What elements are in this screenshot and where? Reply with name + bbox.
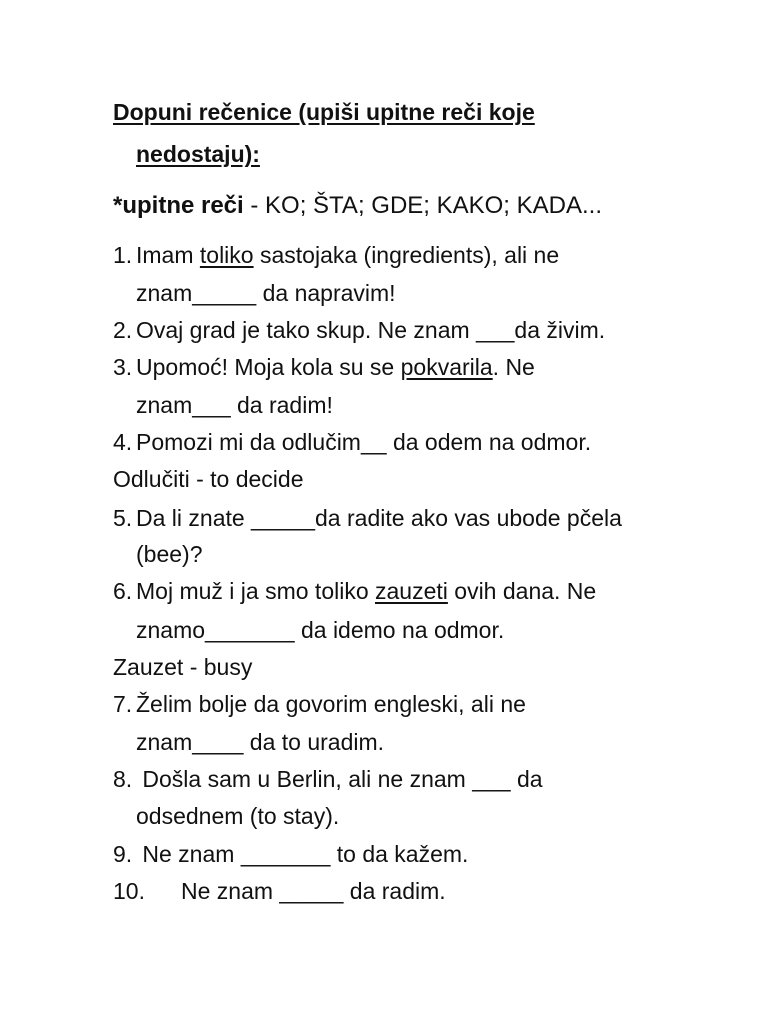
item-text: Da li znate _____da radite ako vas ubode pčela <box>136 505 622 531</box>
item-number: 9. <box>113 841 133 867</box>
item-text: Ne znam _____ da radim. <box>181 878 446 904</box>
question-words-label: *upitne reči <box>113 192 244 219</box>
item-text: Želim bolje da govorim engleski, ali ne <box>136 691 526 717</box>
item-number: 8. <box>113 766 133 792</box>
worksheet-title-line-1: Dopuni rečenice (upiši upitne reči koje <box>113 99 535 125</box>
worksheet-title-line-2: nedostaju): <box>136 141 260 167</box>
item-text: Imam <box>136 242 200 268</box>
item-number: 5. <box>113 505 133 531</box>
item-number: 4. <box>113 429 133 455</box>
item-text: sastojaka (ingredients), ali ne <box>253 242 560 268</box>
exercise-item-6-continuation: znamo_______ da idemo na odmor. <box>136 617 505 643</box>
exercise-item-1 <box>113 240 559 270</box>
item-text: Pomozi mi da odlučim__ da odem na odmor. <box>136 429 592 455</box>
exercise-item-8 <box>113 764 543 794</box>
exercise-item-3 <box>113 352 535 382</box>
item-number: 7. <box>113 691 133 717</box>
item-number: 2. <box>113 317 133 343</box>
item-number: 10. <box>113 878 145 904</box>
item-text: ovih dana. Ne <box>447 578 597 604</box>
item-text: Došla sam u Berlin, ali ne znam ___ da <box>136 766 543 792</box>
exercise-item-6 <box>113 576 596 606</box>
item-number: 6. <box>113 578 133 604</box>
underlined-word: toliko <box>199 242 254 268</box>
exercise-item-4 <box>113 427 591 457</box>
exercise-item-5 <box>113 503 622 533</box>
item-text: . Ne <box>492 354 535 380</box>
vocabulary-note-odluciti: Odlučiti - to decide <box>113 466 304 492</box>
exercise-item-5-continuation: (bee)? <box>136 541 203 567</box>
exercise-item-3-continuation: znam___ da radim! <box>136 392 333 418</box>
item-text: Ovaj grad je tako skup. Ne znam ___da živim. <box>136 317 606 343</box>
underlined-word: zauzeti <box>375 578 448 604</box>
exercise-item-7-continuation: znam____ da to uradim. <box>136 729 385 755</box>
exercise-item-8-continuation: odsednem (to stay). <box>136 803 340 829</box>
item-number: 3. <box>113 354 133 380</box>
exercise-item-2 <box>113 315 605 345</box>
item-text: Ne znam _______ to da kažem. <box>136 841 469 867</box>
question-words-list: - KO; ŠTA; GDE; KAKO; KADA... <box>243 192 603 219</box>
question-words-line <box>113 191 602 221</box>
item-number: 1. <box>113 242 133 268</box>
item-text: Moj muž i ja smo toliko <box>136 578 376 604</box>
exercise-item-1-continuation: znam_____ da napravim! <box>136 280 396 306</box>
underlined-word: pokvarila <box>400 354 493 380</box>
exercise-item-10 <box>113 876 446 906</box>
item-text: Upomoć! Moja kola su se <box>136 354 401 380</box>
vocabulary-note-zauzet: Zauzet - busy <box>113 654 253 680</box>
exercise-item-9 <box>113 839 468 869</box>
exercise-item-7 <box>113 689 526 719</box>
